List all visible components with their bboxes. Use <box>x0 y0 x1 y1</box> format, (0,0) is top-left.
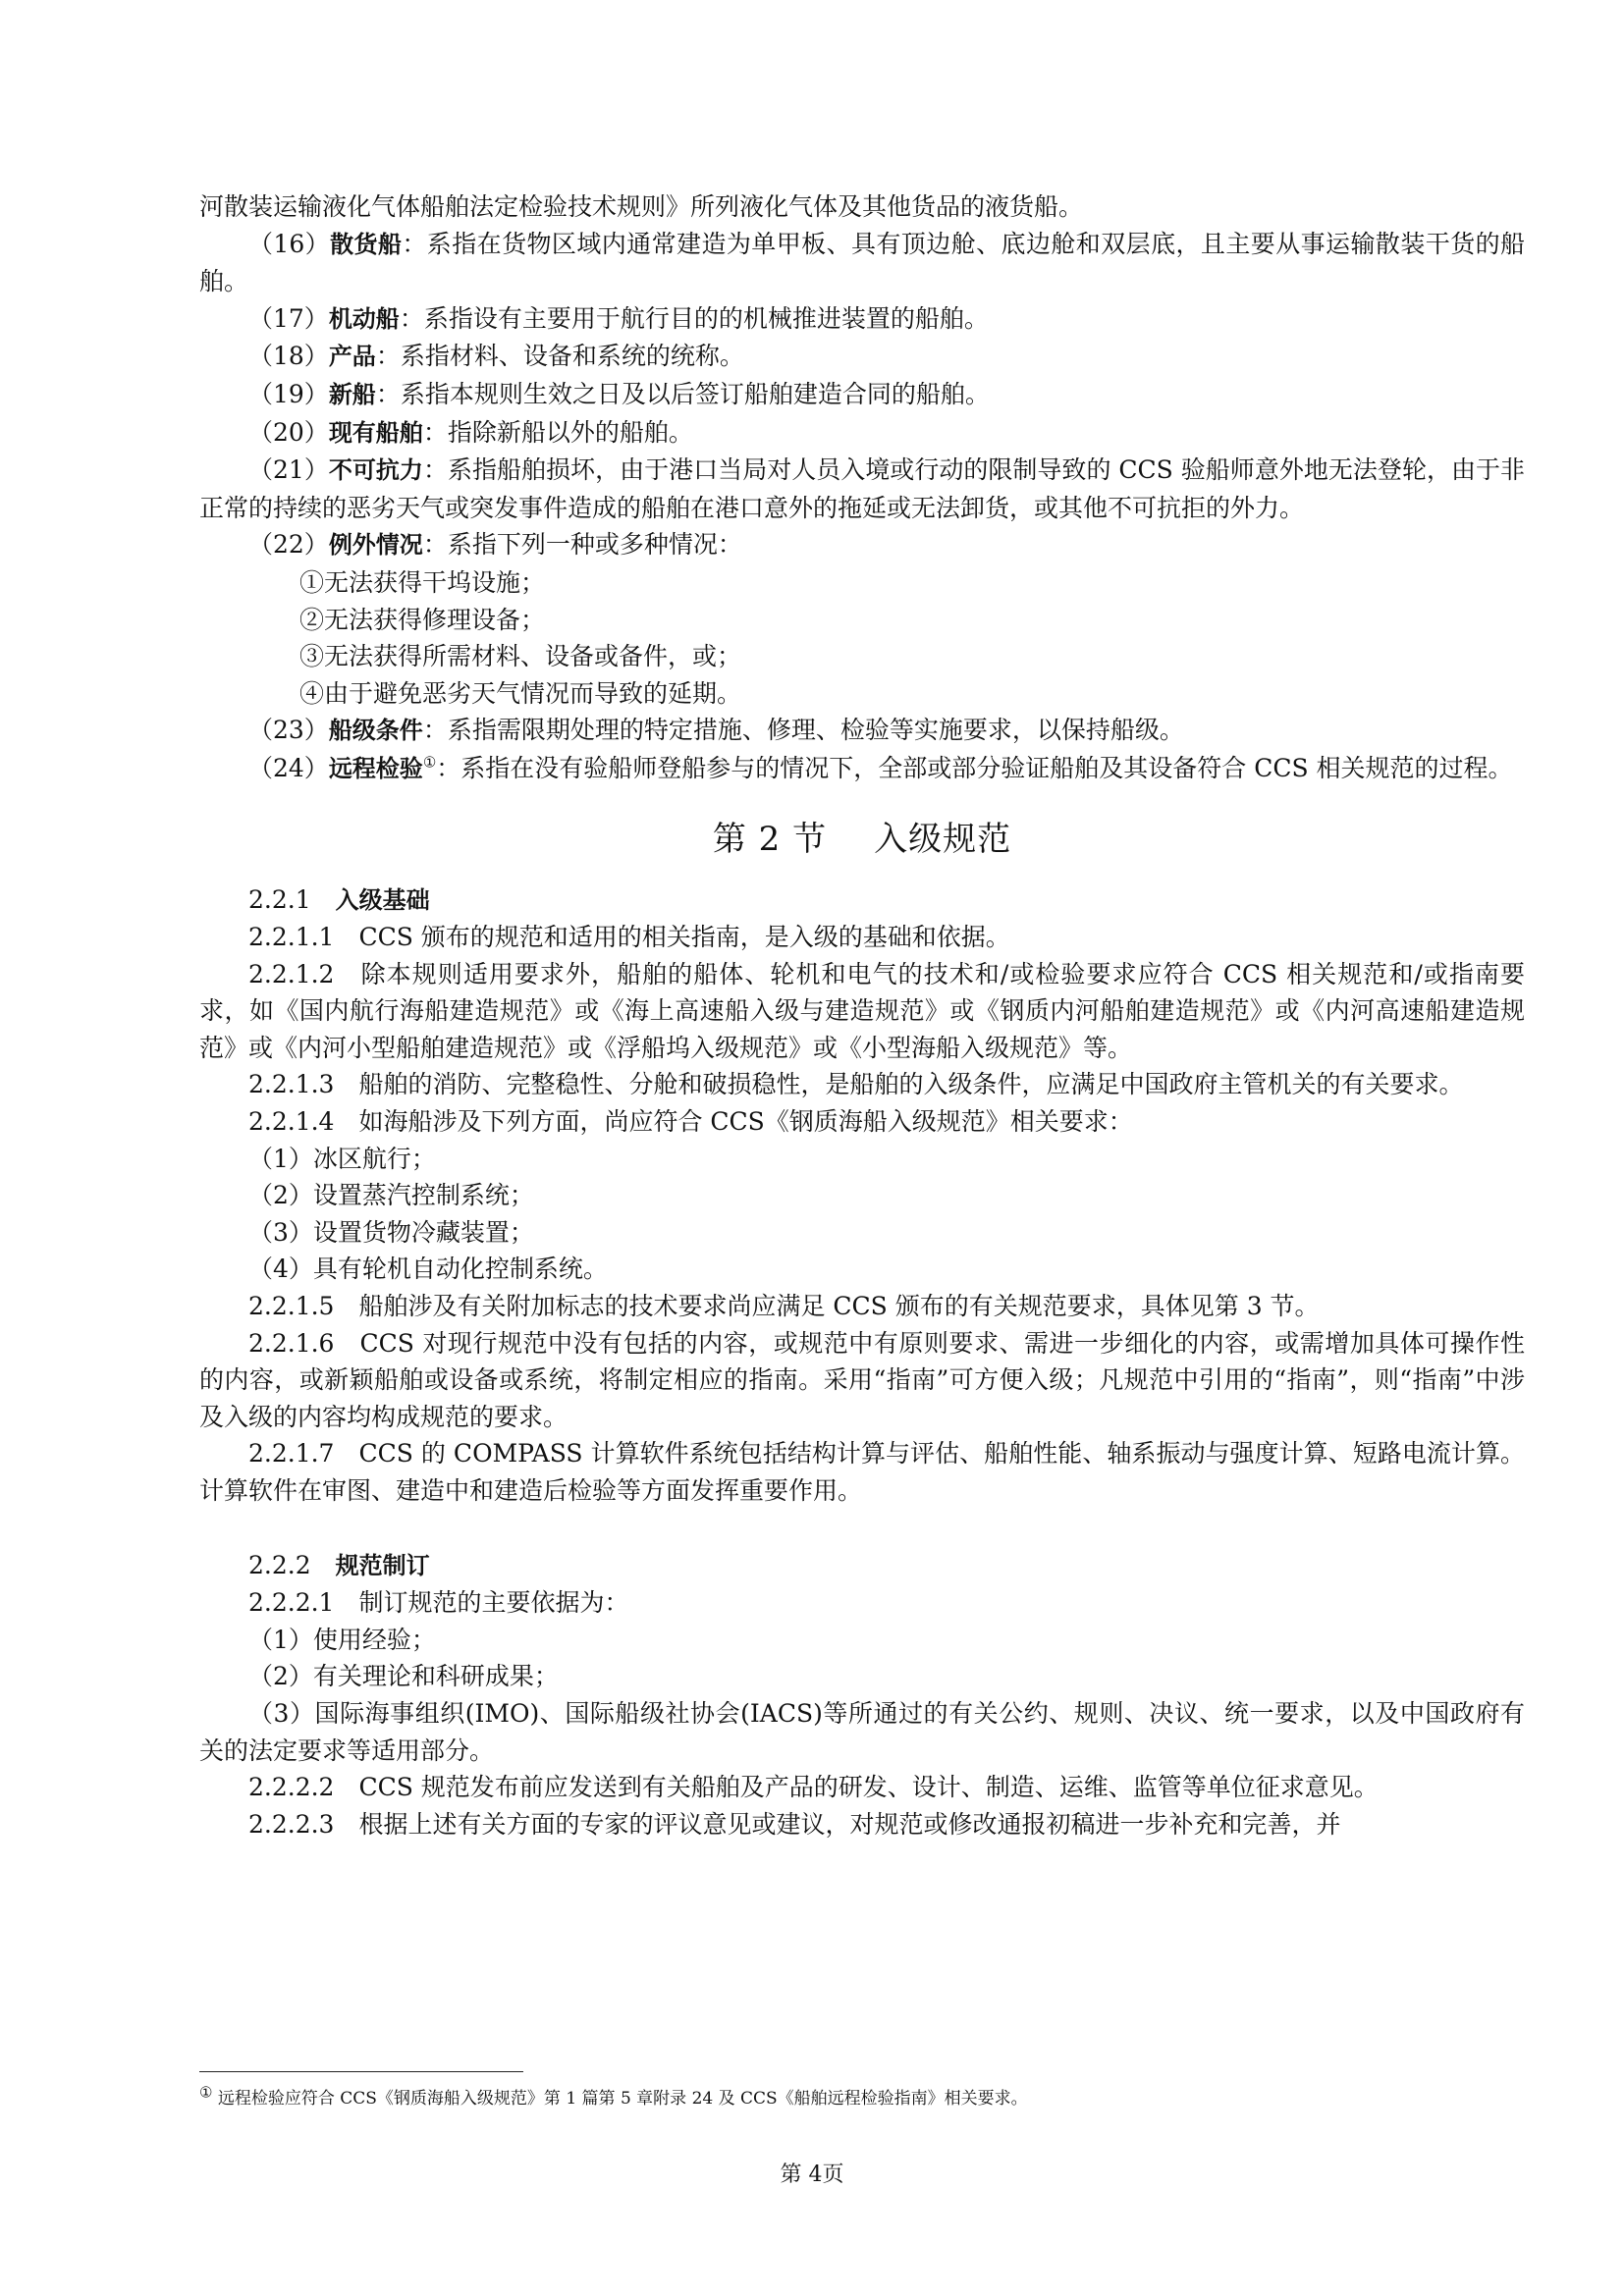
clause-2-2-1-5: 2.2.1.5 船舶涉及有关附加标志的技术要求尚应满足 CCS 颁布的有关规范要求，具体见第 3 节。 <box>248 1292 1320 1321</box>
definition-19: （19）新船：系指本规则生效之日及以后签订船舶建造合同的船舶。 <box>248 379 990 408</box>
definition-21: （21）不可抗力：系指船舶损坏，由于港口当局对人员入境或行动的限制导致的 CCS 验船师意外地无法登轮，由于非正常的持续的恶劣天气或突发事件造成的船舶在港口意外的拖延或无法卸货，或其他不可抗拒的外力。 <box>199 455 1526 522</box>
list-item: （3）国际海事组织(IMO)、国际船级社协会(IACS)等所通过的有关公约、规则、决议、统一要求，以及中国政府有关的法定要求等适用部分。 <box>199 1698 1525 1765</box>
term: 远程检验 <box>328 754 423 782</box>
definition-22: （22）例外情况：系指下列一种或多种情况： <box>248 530 742 560</box>
footnote-divider <box>199 2071 523 2072</box>
term: 机动船 <box>328 304 400 333</box>
list-item: （1）冰区航行； <box>248 1144 436 1173</box>
clause-2-2-1-6: 2.2.1.6 CCS 对现行规范中没有包括的内容，或规范中有原则要求、需进一步细化的内容，或需增加具体可操作性的内容，或新颖船舶或设备或系统，将制定相应的指南。采用“指南”可方便入级；凡规范中引用的“指南”，则“指南”中涉及入级的内容均构成规范的要求。 <box>199 1328 1525 1431</box>
footnote-mark: ① <box>199 2083 213 2102</box>
definition-16: （16）散货船：系指在货物区域内通常建造为单甲板、具有顶边舱、底边舱和双层底，且主要从事运输散装干货的船舶。 <box>199 229 1526 296</box>
footnote: ① 远程检验应符合 CCS《钢质海船入级规范》第 1 篇第 5 章附录 24 及 CCS《船舶远程检验指南》相关要求。 <box>199 2083 1028 2109</box>
term: 现有船舶 <box>328 418 423 447</box>
clause-2-2-2-2: 2.2.2.2 CCS 规范发布前应发送到有关船舶及产品的研发、设计、制造、运维、监管等单位征求意见。 <box>248 1773 1379 1802</box>
definition-18: （18）产品：系指材料、设备和系统的统称。 <box>248 342 744 371</box>
clause-2-2-1-4: 2.2.1.4 如海船涉及下列方面，尚应符合 CCS《钢质海船入级规范》相关要求： <box>248 1107 1133 1137</box>
term: 不可抗力 <box>328 456 423 485</box>
term: 散货船 <box>330 230 403 258</box>
definition-17: （17）机动船：系指设有主要用于航行目的的机械推进装置的船舶。 <box>248 303 989 333</box>
list-item: ④由于避免恶劣天气情况而导致的延期。 <box>299 678 742 708</box>
list-item: ②无法获得修理设备； <box>299 605 546 634</box>
page-number: 第 4页 <box>780 2163 844 2187</box>
term: 新船 <box>328 380 376 408</box>
intro-line: 河散装运输液化气体船舶法定检验技术规则》所列液化气体及其他货品的液货船。 <box>199 192 1084 221</box>
section-title: 第 2 节 入级规范 <box>712 819 1012 859</box>
list-item: （2）设置蒸汽控制系统； <box>248 1181 534 1210</box>
list-item: （3）设置货物冷藏装置； <box>248 1217 534 1247</box>
definition-20: （20）现有船舶：指除新船以外的船舶。 <box>248 417 693 447</box>
term: 例外情况 <box>328 531 423 560</box>
clause-2-2-1-3: 2.2.1.3 船舶的消防、完整稳性、分舱和破损稳性，是船舶的入级条件，应满足中国政府主管机关的有关要求。 <box>248 1070 1464 1099</box>
clause-2-2-1-1: 2.2.1.1 CCS 颁布的规范和适用的相关指南，是入级的基础和依据。 <box>248 923 1010 952</box>
clause-2-2-2-1: 2.2.2.1 制订规范的主要依据为： <box>248 1588 629 1618</box>
list-item: （4）具有轮机自动化控制系统。 <box>248 1255 608 1284</box>
body-text <box>199 188 1525 1842</box>
list-item: （1）使用经验； <box>248 1625 436 1654</box>
definition-24: （24）远程检验①：系指在没有验船师登船参与的情况下，全部或部分验证船舶及其设备符合 CCS 相关规范的过程。 <box>248 753 1513 782</box>
subsection-heading: 2.2.2 规范制订 <box>248 1550 430 1579</box>
clause-2-2-1-2: 2.2.1.2 除本规则适用要求外，船舶的船体、轮机和电气的技术和/或检验要求应符合 CCS 相关规范和/或指南要求，如《国内航行海船建造规范》或《海上高速船入级与建造规范》或《钢质内河船舶建造规范》或《内河高速船建造规范》或《内河小型船舶建造规范》或《浮船坞入级规范》或《小型海船入级规范》等。 <box>199 959 1525 1062</box>
list-item: ①无法获得干坞设施； <box>299 567 546 597</box>
term: 产品 <box>328 343 376 371</box>
clause-2-2-2-3: 2.2.2.3 根据上述有关方面的专家的评议意见或建议，对规范或修改通报初稿进一步补充和完善，并 <box>248 1809 1341 1839</box>
clause-2-2-1-7: 2.2.1.7 CCS 的 COMPASS 计算软件系统包括结构计算与评估、船舶性能、轴系振动与强度计算、短路电流计算。计算软件在审图、建造中和建造后检验等方面发挥重要作用。 <box>199 1439 1525 1505</box>
definition-23: （23）船级条件：系指需限期处理的特定措施、修理、检验等实施要求，以保持船级。 <box>248 716 1184 745</box>
list-item: （2）有关理论和科研成果； <box>248 1662 559 1691</box>
term: 船级条件 <box>328 717 423 745</box>
subsection-heading: 2.2.1 入级基础 <box>248 884 430 914</box>
list-item: ③无法获得所需材料、设备或备件，或； <box>299 642 742 671</box>
footnote-ref[interactable]: ① <box>422 753 437 772</box>
